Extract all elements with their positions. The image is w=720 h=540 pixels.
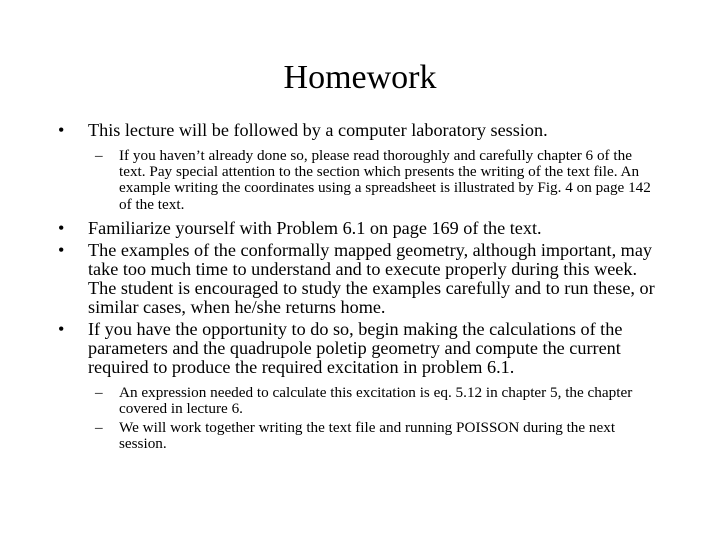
sub-bullet-marker: – xyxy=(95,147,103,164)
sub-bullet-text: If you haven’t already done so, please read thoroughly and carefully chapter 6 of the text. Pay special attention to the section which presents the writing of the text file. An example writing the coordinates using a spreadsheet is illustrated by Fig. 4 on page 142 of the text. xyxy=(119,147,651,213)
bullet-marker: • xyxy=(58,217,65,238)
sub-bullet-item xyxy=(95,420,658,452)
bullet-text: If you have the opportunity to do so, begin making the calculations of the parameters and the quadrupole poletip geometry and compute the current required to produce the required excitation in problem 6.1. xyxy=(88,318,623,377)
slide-title: Homework xyxy=(283,59,437,96)
sub-bullet-marker: – xyxy=(95,419,103,437)
bullet-text: This lecture will be followed by a computer laboratory session. xyxy=(88,120,548,140)
bullet-item xyxy=(58,219,658,238)
sub-bullet-marker: – xyxy=(95,383,103,401)
bullet-text: Familiarize yourself with Problem 6.1 on page 169 of the text. xyxy=(88,217,542,238)
sub-bullet-text: An expression needed to calculate this excitation is eq. 5.12 in chapter 5, the chapter covered in lecture 6. xyxy=(119,383,633,418)
bullet-marker: • xyxy=(58,120,65,140)
bullet-marker: • xyxy=(58,318,65,339)
bullet-marker: • xyxy=(58,239,65,260)
bullet-list xyxy=(58,121,658,453)
sub-bullet-item xyxy=(95,385,658,417)
sub-bullet-text: We will work together writing the text file and running POISSON during the next session. xyxy=(119,419,616,453)
sub-bullet-item xyxy=(95,148,658,213)
bullet-item xyxy=(58,121,658,140)
bullet-text: The examples of the conformally mapped geometry, although important, may take too much time to understand and to execute properly during this week. The student is encouraged to study the examples carefully and to run these, or similar cases, when he/she returns home. xyxy=(88,239,655,317)
bullet-item xyxy=(58,320,658,377)
bullet-item xyxy=(58,241,658,317)
